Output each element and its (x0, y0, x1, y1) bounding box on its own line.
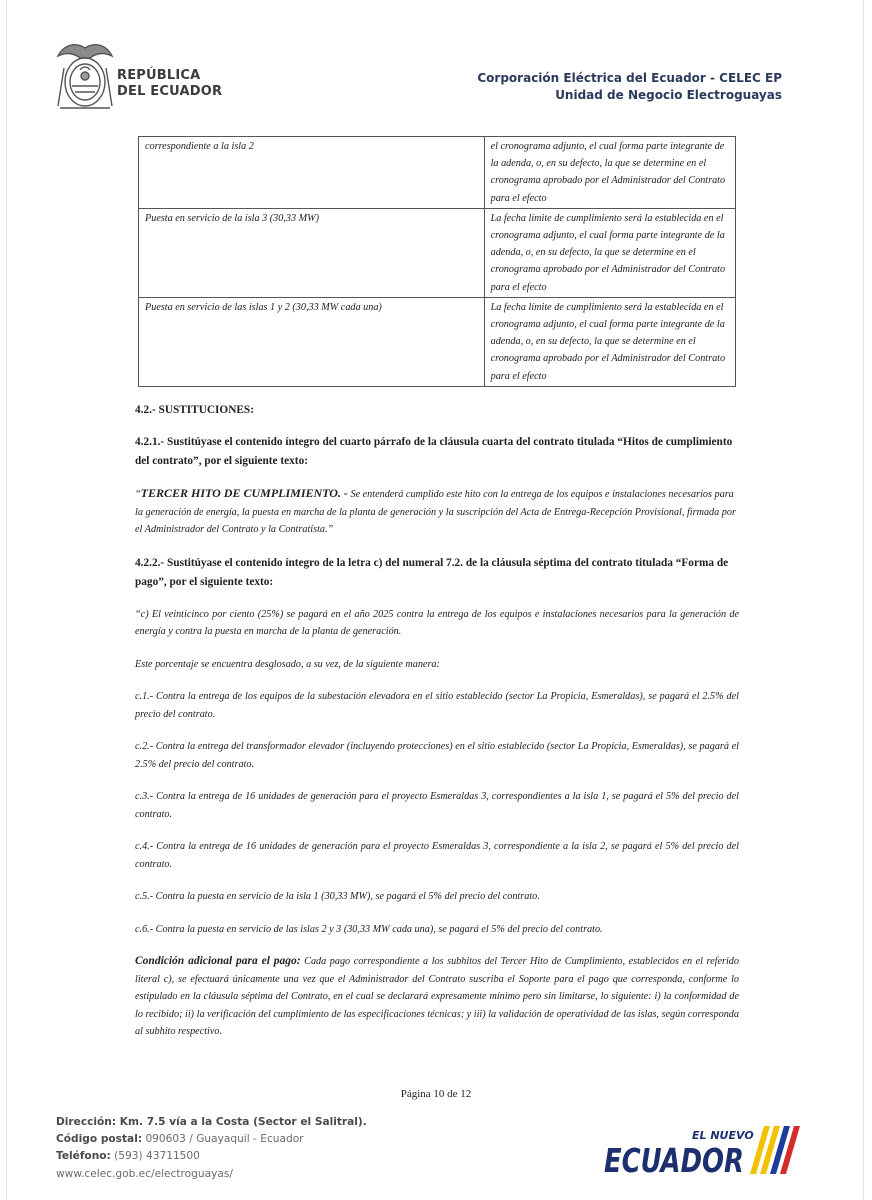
additional-condition-title: Condición adicional para el pago: (135, 955, 301, 967)
logo-small-text: EL NUEVO (692, 1129, 754, 1142)
payment-clause-c: “c) El veinticinco por ciento (25%) se pagará en el año 2025 contra la entrega de los equipos e instalaciones necesarios para la generación de energía y contra la puesta en marcha de la planta de generación. (135, 608, 739, 637)
table-cell-deadline: el cronograma adjunto, el cual forma parte integrante de la adenda, o, en su defecto, la que se determine en el cronograma aprobado por el Administrador del Contrato para el efecto (484, 137, 735, 209)
additional-condition-text: Cada pago correspondiente a los subhitos del Tercer Hito de Cumplimiento, establecidos en el referido literal c), se efectuará únicamente una vez que el Administrador del Contrato suscriba el Soporte para el pago que corresponda, conforme lo estipulado en la cláusula séptima del Contrato, en el cual se declarará expresamente mínimo pero sin limitarse, lo siguiente: i) la conformidad de lo recibido; ii) la verificación del cumplimiento de las especificaciones técnicas; y iii) la validación de operatividad de las islas, según corresponda al subhito respectivo. (135, 956, 739, 1037)
quote-title: TERCER HITO DE CUMPLIMIENTO. - (140, 486, 348, 500)
corporation-name (477, 70, 782, 104)
corp-name-line2: Unidad de Negocio Electroguayas (555, 88, 782, 102)
table-row (139, 208, 736, 297)
postal-label: Código postal: (56, 1133, 143, 1146)
payment-item-c2: c.2.- Contra la entrega del transformador elevador (incluyendo protecciones) en el sitio establecido (sector La Propicia, Esmeraldas), se pagará el 2.5% del precio del contrato. (135, 741, 739, 770)
el-nuevo-ecuador-logo (600, 1124, 810, 1184)
table-row (139, 297, 736, 386)
flag-stripes-icon (750, 1126, 800, 1174)
subsection-4-2-1-heading: 4.2.1.- Sustitúyase el contenido íntegro del cuarto párrafo de la cláusula cuarta del contrato titulada “Hitos de cumplimiento del contrato”, por el siguiente texto: (135, 436, 733, 467)
payment-item-c4: c.4.- Contra la entrega de 16 unidades de generación para el proyecto Esmeraldas 3, correspondiente a la isla 2, se pagará el 5% del precio del contrato. (135, 841, 739, 870)
footer-phone (56, 1148, 367, 1165)
milestone-quote (135, 485, 739, 539)
payment-item-c3: c.3.- Contra la entrega de 16 unidades de generación para el proyecto Esmeraldas 3, correspondientes a la isla 1, se pagará el 5% del precio del contrato. (135, 791, 739, 820)
quote-text: Se entenderá cumplido este hito con la entrega de los equipos e instalaciones necesarios para la generación de energía, la puesta en marcha de la planta de generación y la suscripción del Acta de Entrega-Recepción Provisional, firmada por el Administrador del Contrato y la Contratista.” (135, 489, 736, 535)
page-header (0, 0, 872, 120)
milestone-schedule-table (138, 136, 736, 387)
gov-name-line2: DEL ECUADOR (117, 84, 223, 99)
quote-open-mark: “ (135, 489, 141, 500)
ecuador-coat-of-arms-icon (50, 38, 120, 114)
payment-item-c5: c.5.- Contra la puesta en servicio de la isla 1 (30,33 MW), se pagará el 5% del precio del contrato. (135, 891, 540, 902)
table-cell-milestone: Puesta en servicio de las islas 1 y 2 (30,33 MW cada una) (139, 297, 485, 386)
footer-postal (56, 1131, 367, 1148)
phone-label: Teléfono: (56, 1150, 111, 1163)
corp-name-line1: Corporación Eléctrica del Ecuador - CELEC EP (477, 71, 782, 85)
table-row (139, 137, 736, 209)
table-cell-deadline: La fecha límite de cumplimiento será la establecida en el cronograma adjunto, el cual forma parte integrante de la adenda, o, en su defecto, la que se determine en el cronograma aprobado por el Administrador del Contrato para el efecto (484, 208, 735, 297)
table-cell-deadline: La fecha límite de cumplimiento será la establecida en el cronograma adjunto, el cual forma parte integrante de la adenda, o, en su defecto, la que se determine en el cronograma aprobado por el Administrador del Contrato para el efecto (484, 297, 735, 386)
gov-name-line1: REPÚBLICA (117, 68, 201, 83)
payment-item-c1: c.1.- Contra la entrega de los equipos de la subestación elevadora en el sitio establecido (sector La Propicia, Esmeraldas), se pagará el 2.5% del precio del contrato. (135, 691, 739, 720)
breakdown-intro: Este porcentaje se encuentra desglosado, a su vez, de la siguiente manera: (135, 658, 440, 670)
subsection-4-2-2-heading: 4.2.2.- Sustitúyase el contenido íntegro de la letra c) del numeral 7.2. de la cláusula séptima del contrato titulada “Forma de pago”, por el siguiente texto: (135, 556, 729, 588)
postal-value: 090603 / Guayaquil - Ecuador (142, 1133, 304, 1146)
section-heading: 4.2.- SUSTITUCIONES: (135, 404, 254, 416)
page-number: Página 10 de 12 (400, 1088, 472, 1100)
document-body (135, 403, 739, 1056)
government-name (117, 68, 222, 100)
additional-condition (135, 953, 739, 1041)
logo-big-text: ECUADOR (604, 1141, 744, 1180)
table-cell-milestone: correspondiente a la isla 2 (139, 137, 485, 209)
table-cell-milestone: Puesta en servicio de la isla 3 (30,33 MW) (139, 208, 485, 297)
footer-contact (56, 1114, 367, 1183)
footer-address: Dirección: Km. 7.5 vía a la Costa (Sector el Salitral). (56, 1116, 367, 1128)
footer-website[interactable]: www.celec.gob.ec/electroguayas/ (56, 1167, 233, 1180)
phone-value: (593) 43711500 (110, 1150, 200, 1163)
payment-item-c6: c.6.- Contra la puesta en servicio de las islas 2 y 3 (30,33 MW cada una), se pagará el 5% del precio del contrato. (135, 923, 603, 935)
